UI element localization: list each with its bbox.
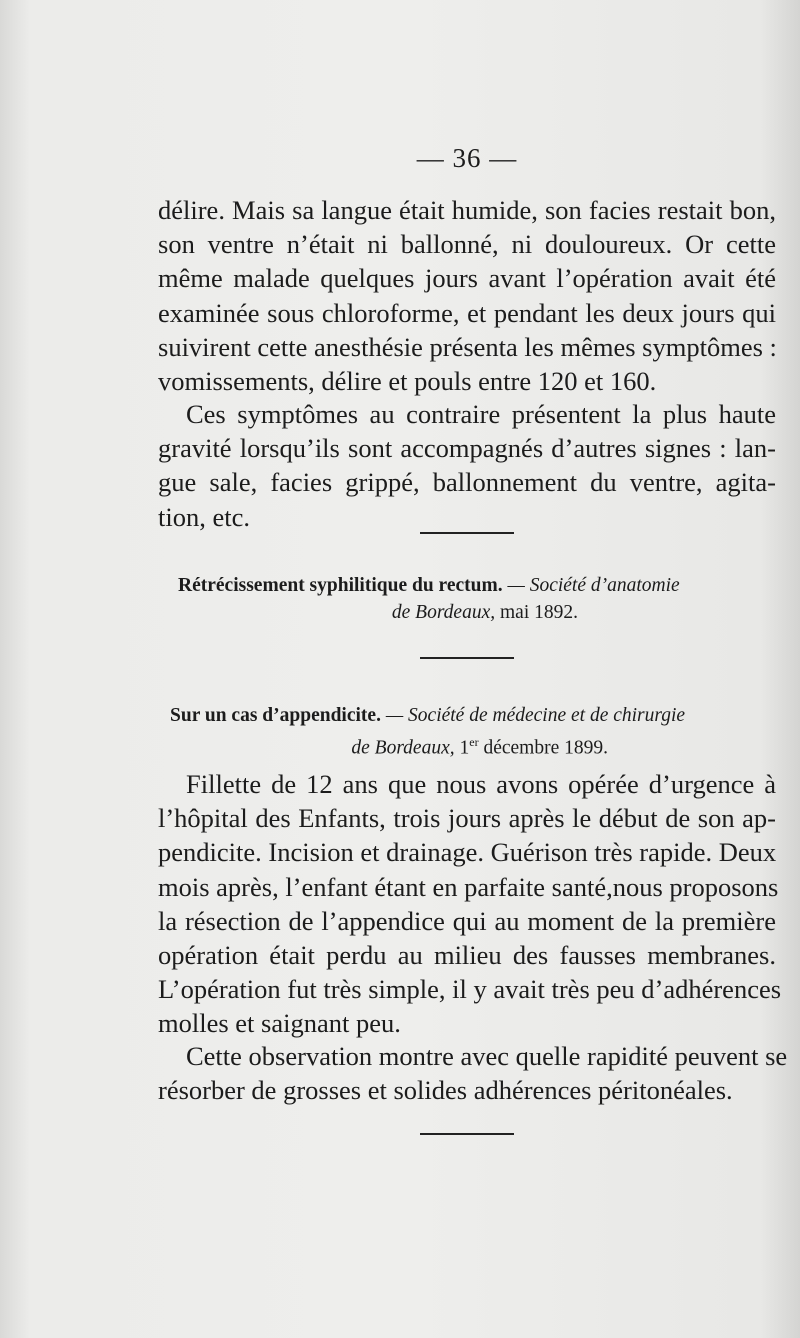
text-line: Cette observation montre avec quelle rapidité peuvent se <box>186 1041 788 1071</box>
separator-rule <box>420 1133 514 1135</box>
paragraph-2 <box>158 397 776 534</box>
page-number: — 36 — <box>416 143 518 173</box>
text-line: suivirent cette anesthésie présenta les mêmes symptômes : <box>158 331 777 362</box>
section-source: — Société de médecine et de chirurgie <box>385 705 686 726</box>
text-line: L’opération fut très simple, il y avait très peu d’adhérences <box>158 974 782 1005</box>
text-line: mois après, l’enfant étant en parfaite santé,nous proposons <box>158 871 779 902</box>
text-line: l’hôpital des Enfants, trois jours après le début de son ap- <box>158 803 776 834</box>
text-line: gue sale, facies grippé, ballonnement du ventre, agita- <box>158 467 776 498</box>
text-line: vomissements, délire et pouls entre 120 et 160. <box>158 366 657 397</box>
text-line: son ventre n’était ni ballonné, ni douloureux. Or cette <box>158 229 776 260</box>
text-line: la résection de l’appendice qui au moment de la première <box>158 905 776 936</box>
text-line: gravité lorsqu’ils sont accompagnés d’autres signes : lan- <box>158 433 776 464</box>
section-source-place: de Bordeaux, <box>391 602 496 623</box>
text-line: molles et saignant peu. <box>158 1008 401 1039</box>
text-line: opération était perdu au milieu des fausses membranes. <box>158 940 776 971</box>
separator-rule <box>420 657 514 659</box>
section-source-date: mai 1892. <box>500 602 578 623</box>
section-heading-2 <box>158 702 776 762</box>
section-source-date: décembre 1899. <box>483 737 608 759</box>
section-heading-1 <box>158 572 776 626</box>
text-line: même malade quelques jours avant l’opération avait été <box>158 263 776 294</box>
section-title: Rétrécissement syphilitique du rectum. <box>178 575 503 596</box>
text-line: examinée sous chloroforme, et pendant les deux jours qui <box>158 297 776 328</box>
text-line: Ces symptômes au contraire présentent la plus haute <box>186 399 776 429</box>
section-title: Sur un cas d’appendicite. <box>170 705 381 726</box>
text-line: pendicite. Incision et drainage. Guérison très rapide. Deux <box>158 837 777 868</box>
section-source-place: de Bordeaux, <box>351 737 455 759</box>
paragraph-1 <box>158 193 776 398</box>
section-source: — Société d’anatomie <box>507 575 680 596</box>
paragraph-3 <box>158 767 782 1041</box>
text-line: délire. Mais sa langue était humide, son facies restait bon, <box>158 195 776 225</box>
text-line: Fillette de 12 ans que nous avons opérée d’urgence à <box>186 769 776 799</box>
separator-rule <box>420 532 514 534</box>
text-line: tion, etc. <box>158 501 250 532</box>
text-line: résorber de grosses et solides adhérences péritonéales. <box>158 1075 733 1106</box>
section-source-sup: er <box>469 735 479 749</box>
section-source-day: 1 <box>459 737 470 759</box>
paragraph-4 <box>158 1039 788 1107</box>
